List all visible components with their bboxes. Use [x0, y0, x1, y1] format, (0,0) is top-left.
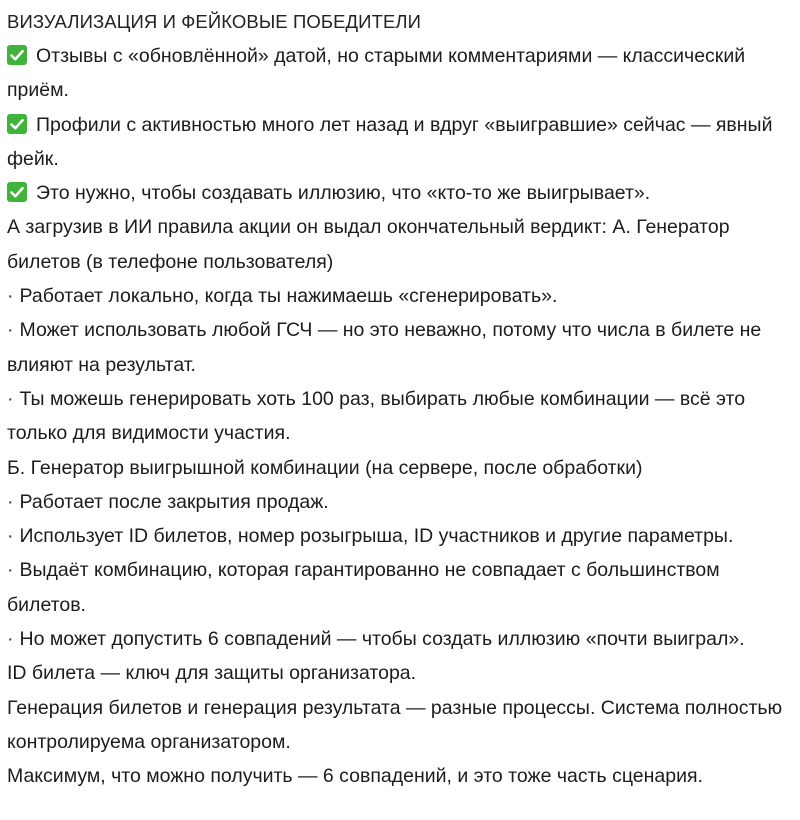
- bullet-glyph: ·: [7, 387, 14, 410]
- check-item: [7, 39, 788, 108]
- conclusion-line: Максимум, что можно получить — 6 совпадений, и это тоже часть сценария.: [7, 765, 703, 788]
- bullet-text: Но может допустить 6 совпадений — чтобы создать иллюзию «почти выиграл».: [19, 628, 745, 651]
- conclusion-line: Генерация билетов и генерация результата — разные процессы. Система полностью контролируема организатором.: [7, 696, 783, 753]
- check-item-text: Профили с активностью много лет назад и вдруг «выигравшие» сейчас — явный фейк.: [7, 113, 773, 170]
- bullet-text: Выдаёт комбинацию, которая гарантированно не совпадает с большинством билетов.: [7, 559, 720, 616]
- bullet-item: [7, 519, 788, 553]
- bullet-item: [7, 622, 788, 656]
- bullet-glyph: ·: [7, 285, 14, 308]
- verdict-intro: А загрузив в ИИ правила акции он выдал окончательный вердикт: А. Генератор билетов (в телефоне пользователя): [7, 216, 730, 273]
- bullet-glyph: ·: [7, 490, 14, 513]
- bullet-item: [7, 382, 788, 451]
- bullet-item: [7, 485, 788, 519]
- bullet-glyph: ·: [7, 559, 14, 582]
- bullet-text: Может использовать любой ГСЧ — но это неважно, потому что числа в билете не влияют на результат.: [7, 319, 762, 376]
- bullet-text: Ты можешь генерировать хоть 100 раз, выбирать любые комбинации — всё это только для видимости участия.: [7, 387, 746, 445]
- bullet-text: Использует ID билетов, номер розыгрыша, ID участников и другие параметры.: [19, 525, 734, 548]
- bullet-item: [7, 279, 788, 313]
- check-item-text: Отзывы с «обновлённой» датой, но старыми комментариями — классический приём.: [7, 45, 746, 102]
- check-mark-icon: [7, 114, 27, 134]
- bullet-item: [7, 553, 788, 622]
- bullet-glyph: ·: [7, 525, 14, 548]
- bullet-text: Работает после закрытия продаж.: [19, 490, 329, 513]
- bullet-glyph: ·: [7, 319, 14, 342]
- bullet-glyph: ·: [7, 628, 14, 651]
- bullet-item: [7, 313, 788, 382]
- check-mark-icon: [7, 182, 27, 202]
- section-title: ВИЗУАЛИЗАЦИЯ И ФЕЙКОВЫЕ ПОБЕДИТЕЛИ: [7, 11, 422, 32]
- check-item: [7, 176, 788, 210]
- bullet-text: Работает локально, когда ты нажимаешь «сгенерировать».: [19, 285, 558, 308]
- check-mark-icon: [7, 45, 27, 65]
- check-item: [7, 108, 788, 177]
- section-b-heading: Б. Генератор выигрышной комбинации (на сервере, после обработки): [7, 456, 643, 479]
- check-item-text: Это нужно, чтобы создавать иллюзию, что «кто-то же выигрывает».: [36, 182, 651, 205]
- conclusion-line: ID билета — ключ для защиты организатора.: [7, 662, 417, 685]
